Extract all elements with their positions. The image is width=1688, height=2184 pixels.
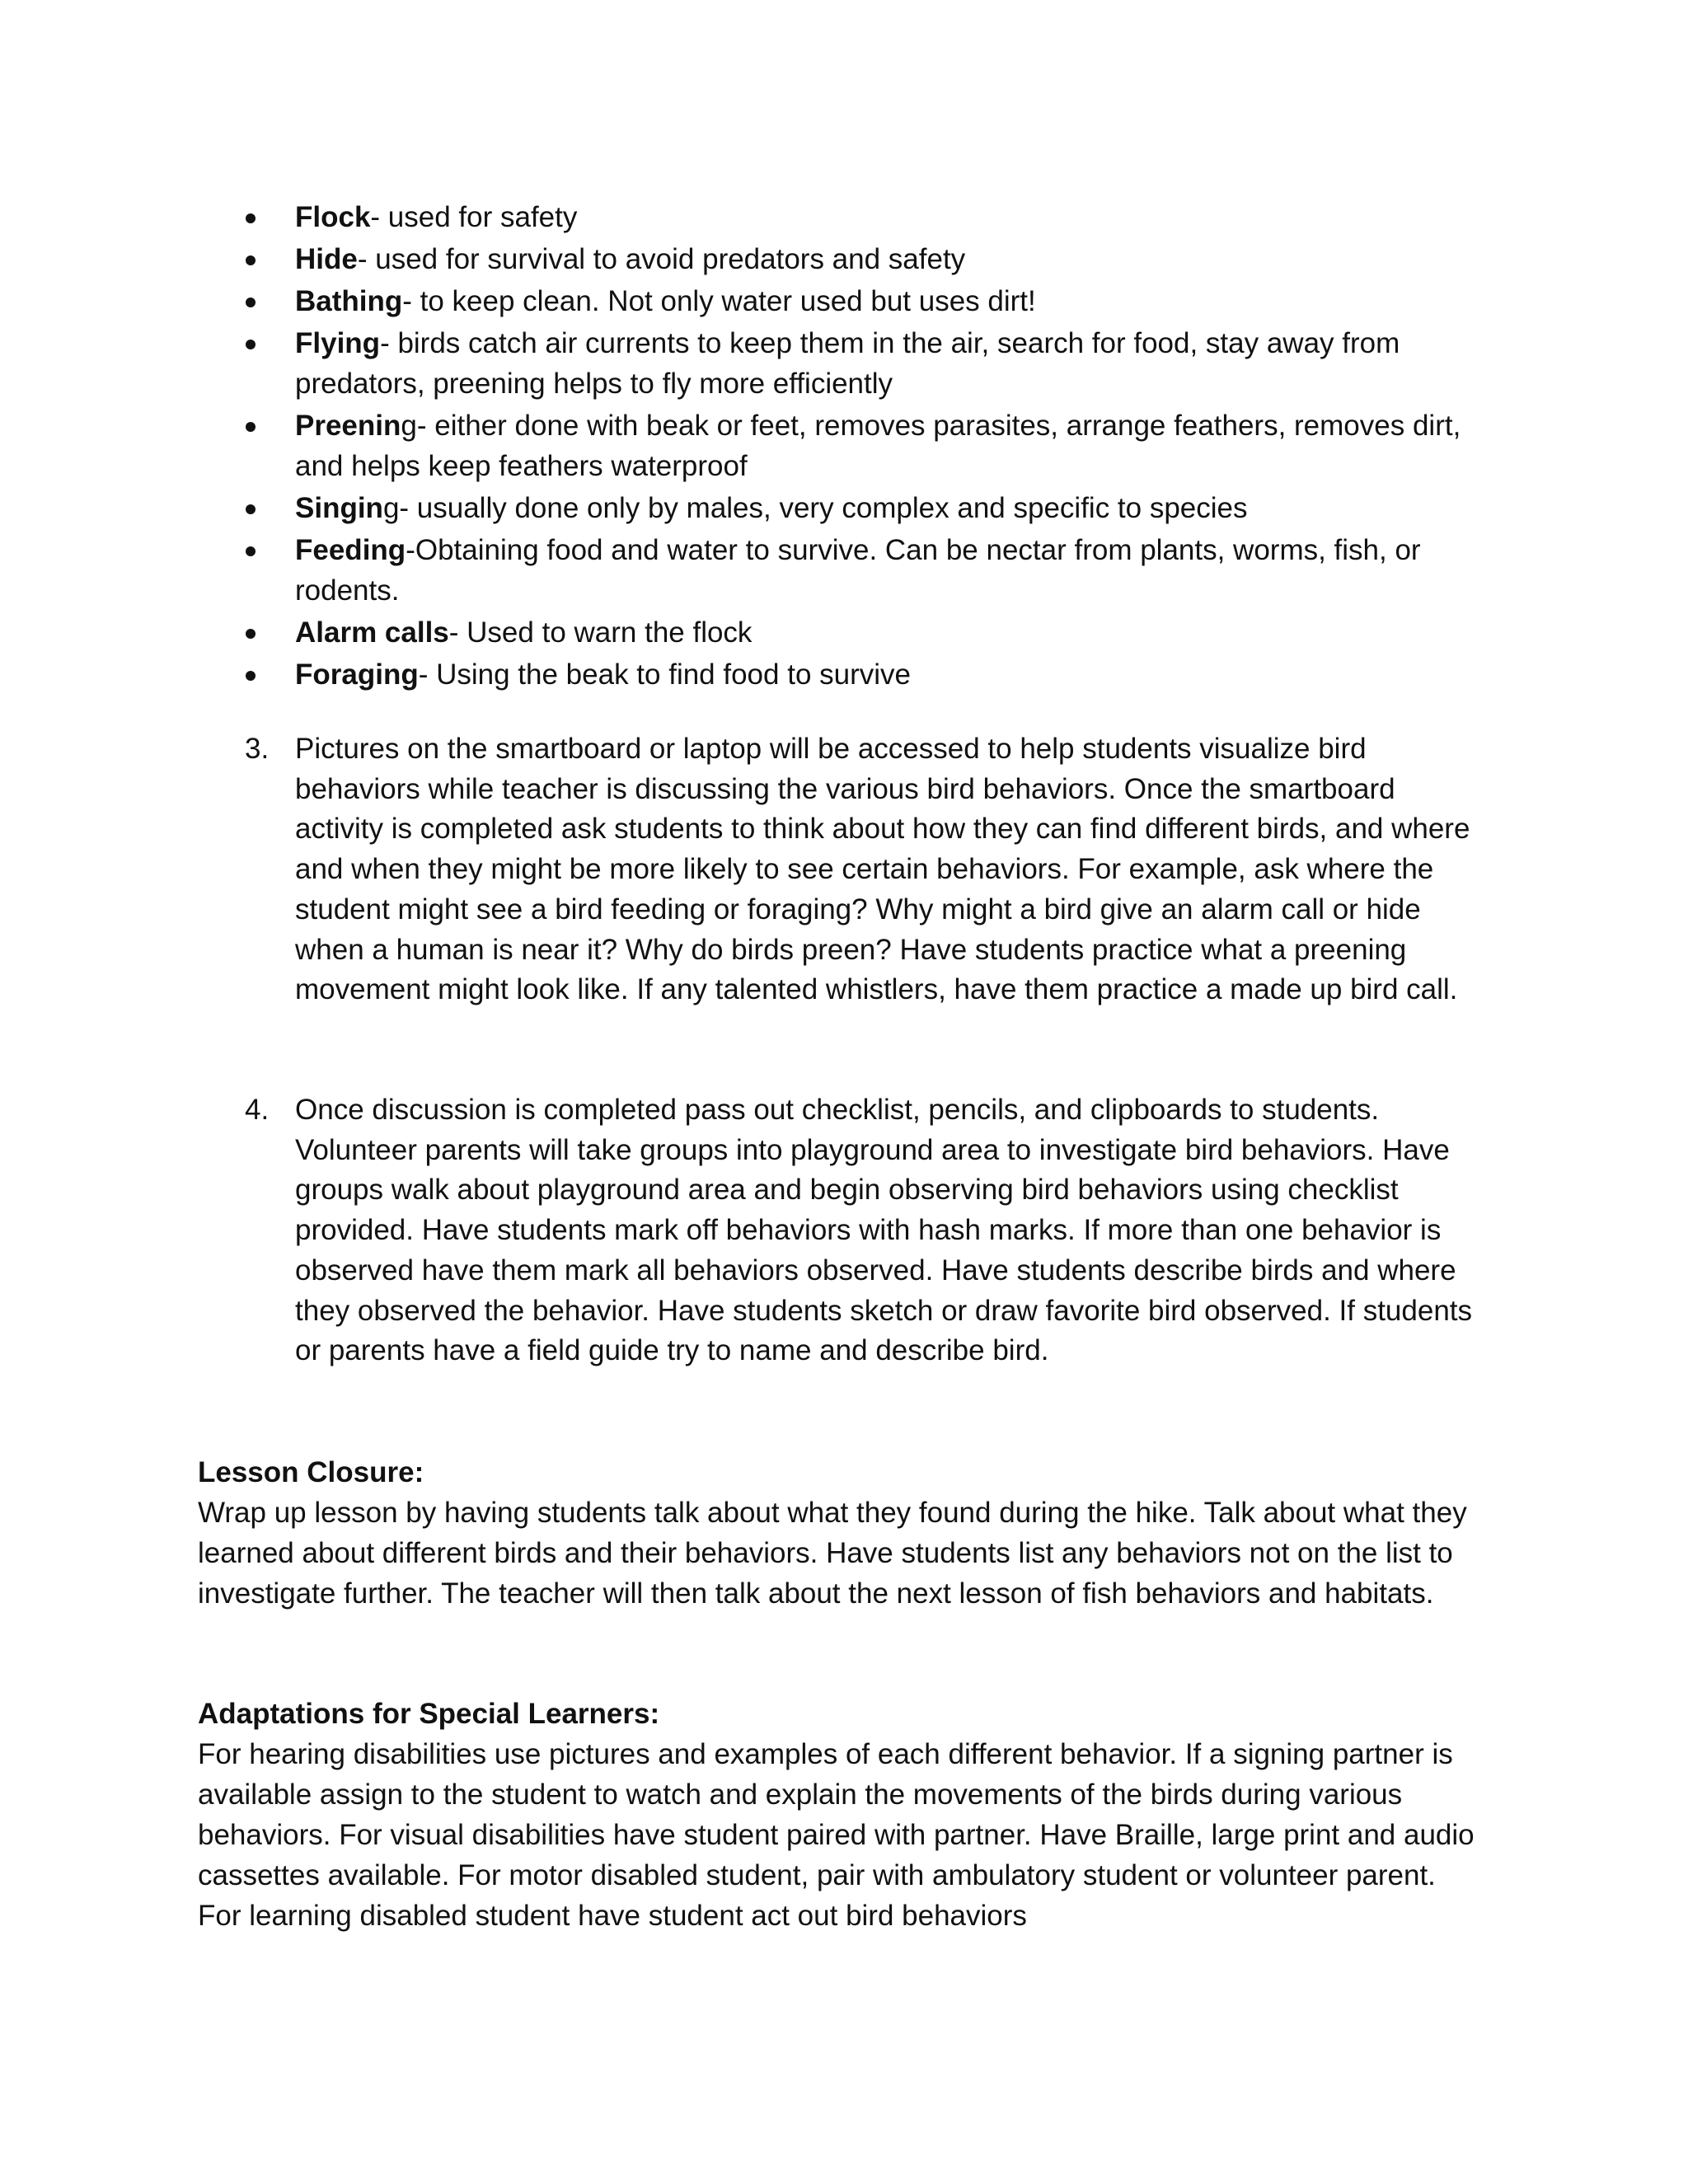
behavior-term: Hide bbox=[295, 243, 358, 275]
section-heading: Adaptations for Special Learners: bbox=[198, 1698, 660, 1730]
behavior-term: Feeding bbox=[295, 534, 406, 566]
behavior-bullet-list bbox=[198, 197, 1484, 696]
bullet-icon bbox=[246, 340, 256, 349]
adaptations-section bbox=[198, 1694, 1484, 1936]
behavior-term: Flying bbox=[295, 327, 381, 359]
section-text: Wrap up lesson by having students talk about what they found during the hike. Talk about what they learned about different birds and their behaviors. Have students list any behaviors not on the list to investigate further. The teacher will then talk about the next lesson of fish behaviors and habitats. bbox=[198, 1497, 1467, 1610]
behavior-term: Alarm calls bbox=[295, 616, 449, 649]
behavior-term: Singin bbox=[295, 492, 383, 524]
section-text: For hearing disabilities use pictures and examples of each different behavior. If a signing partner is available assign to the student to watch and explain the movements of the birds during various behaviors. For visual disabilities have student paired with partner. Have Braille, large print and audio cassettes available. For motor disabled student, pair with ambulatory student or volunteer parent. For learning disabled student have student act out bird behaviors bbox=[198, 1738, 1475, 1932]
behavior-description: g- usually done only by males, very complex and specific to species bbox=[382, 492, 1248, 524]
behavior-description: - birds catch air currents to keep them in the air, search for food, stay away from predators, preening helps to fly more efficiently bbox=[295, 327, 1400, 400]
behavior-description: - Using the beak to find food to survive bbox=[418, 658, 911, 691]
step-3 bbox=[198, 729, 1484, 1010]
bullet-icon bbox=[246, 504, 256, 514]
list-item bbox=[198, 197, 1484, 237]
step-text: Pictures on the smartboard or laptop will be accessed to help students visualize bird behaviors while teacher is discussing the various bird behaviors. Once the smartboard activity is completed ask students to think about how they can find different birds, and where and when they might be more likely to see certain behaviors. For example, ask where the student might see a bird feeding or foraging? Why might a bird give an alarm call or hide when a human is near it? Why do birds preen? Have students practice what a preening movement might look like. If any talented whistlers, have them practice a made up bird call. bbox=[295, 733, 1470, 1006]
list-item bbox=[198, 488, 1484, 528]
behavior-description: - used for survival to avoid predators and safety bbox=[357, 243, 966, 275]
behavior-term: Bathing bbox=[295, 285, 403, 317]
bullet-icon bbox=[246, 671, 256, 681]
step-text: Once discussion is completed pass out checklist, pencils, and clipboards to students. Volunteer parents will take groups into playground area to investigate bird behaviors. Have groups walk about playground area and begin observing bird behaviors using checklist provided. Have students mark off behaviors with hash marks. If more than one behavior is observed have them mark all behaviors observed. Have students describe birds and where they observed the behavior. Have students sketch or draw favorite bird observed. If students or parents have a field guide try to name and describe bird. bbox=[295, 1094, 1473, 1367]
list-item bbox=[198, 239, 1484, 279]
behavior-term: Foraging bbox=[295, 658, 419, 691]
bullet-icon bbox=[246, 213, 256, 223]
list-item bbox=[198, 323, 1484, 404]
bullet-icon bbox=[246, 546, 256, 556]
behavior-description: - Used to warn the flock bbox=[448, 616, 753, 649]
behavior-description: -Obtaining food and water to survive. Can be nectar from plants, worms, fish, or rodents. bbox=[295, 534, 1421, 607]
bullet-icon bbox=[246, 298, 256, 307]
behavior-term: Preenin bbox=[295, 410, 401, 442]
behavior-description: - used for safety bbox=[370, 201, 578, 233]
list-item bbox=[198, 530, 1484, 611]
step-4 bbox=[198, 1090, 1484, 1371]
list-item bbox=[198, 612, 1484, 653]
list-item bbox=[198, 405, 1484, 486]
list-item bbox=[198, 654, 1484, 695]
behavior-term: Flock bbox=[295, 201, 371, 233]
lesson-closure-section bbox=[198, 1452, 1484, 1614]
behavior-description: g- either done with beak or feet, removes parasites, arrange feathers, removes dirt, and helps keep feathers waterproof bbox=[295, 410, 1461, 482]
bullet-icon bbox=[246, 629, 256, 639]
behavior-description: - to keep clean. Not only water used but uses dirt! bbox=[402, 285, 1036, 317]
bullet-icon bbox=[246, 422, 256, 432]
step-number: 3. bbox=[245, 733, 270, 765]
step-number: 4. bbox=[245, 1094, 270, 1126]
section-heading: Lesson Closure: bbox=[198, 1456, 424, 1488]
bullet-icon bbox=[246, 255, 256, 265]
list-item bbox=[198, 281, 1484, 321]
